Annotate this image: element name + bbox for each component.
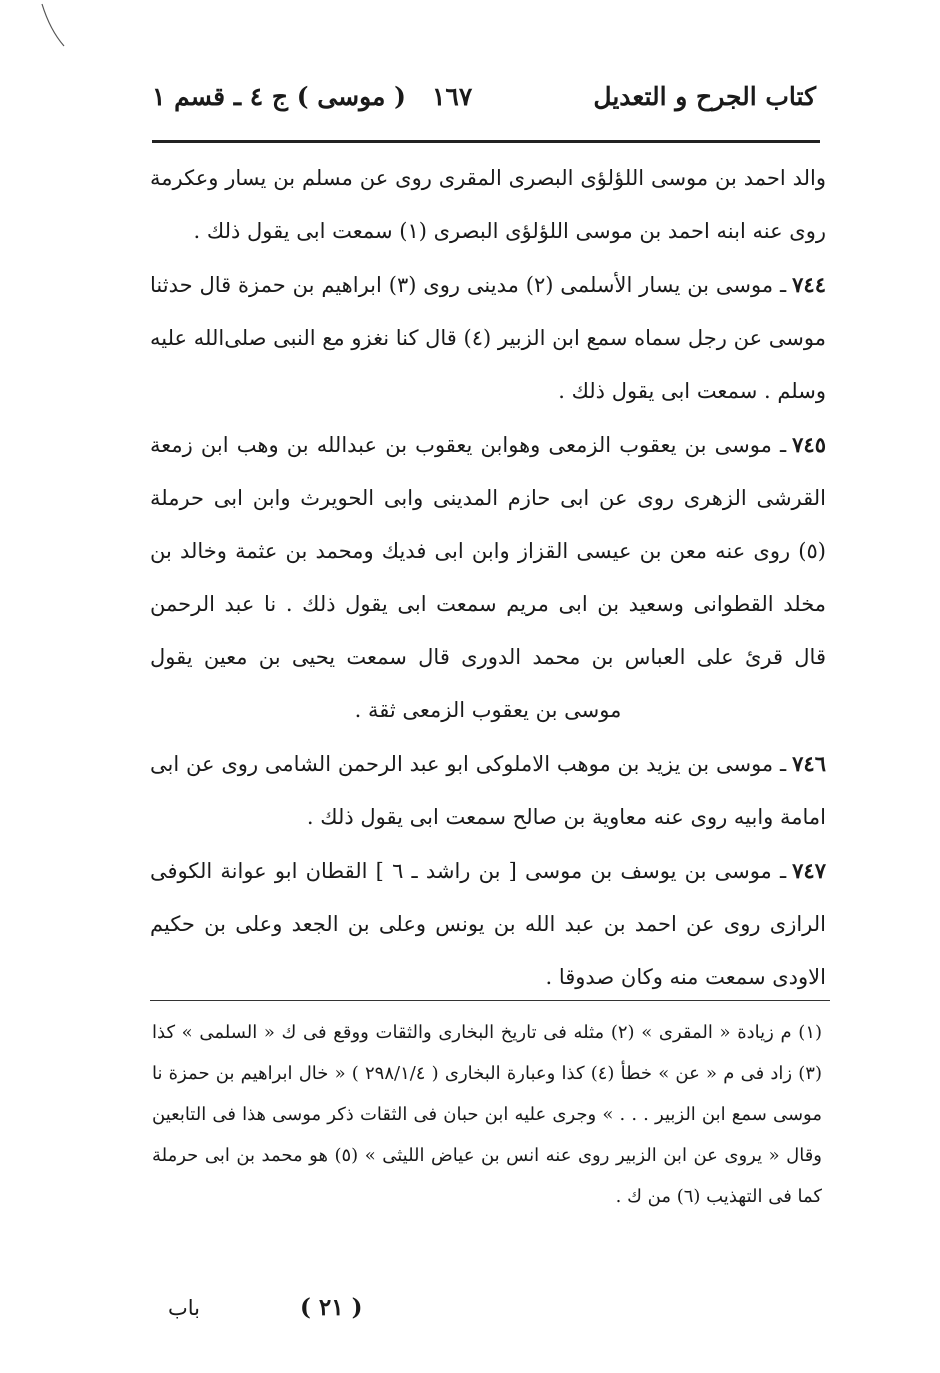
volume-part: ( موسى ) ج ٤ ـ قسم ١ [152, 82, 406, 111]
entry-text: ـ موسى بن يزيد بن موهب الاملوكى ابو عبد الرحمن الشامى روى عن ابى امامة وابيه روى عنه معاوية بن صالح سمعت ابى يقول ذلك . [150, 752, 826, 829]
entry-text: ـ موسى بن يعقوب الزمعى وهوابن يعقوب بن عبدالله بن وهب ابن زمعة القرشى الزهرى روى عن ابى حازم المدينى وابى الحويرث وابن ابى حرملة (٥) روى عنه معن بن عيسى القزاز وابن ابى فديك ومحمد بن عثمة وخالد بن مخلد القطوانى وسعيد بن ابى مريم سمعت ابى يقول ذلك . نا عبد الرحمن قال قرئ على العباس بن محمد الدورى قال سمعت يحيى بن معين يقول موسى بن يعقوب الزمعى ثقة . [150, 433, 826, 722]
entry-text: والد احمد بن موسى اللؤلؤى البصرى المقرى روى عن مسلم بن يسار وعكرمة روى عنه ابنه احمد بن موسى اللؤلؤى البصرى (١) سمعت ابى يقول ذلك . [150, 166, 826, 243]
footnotes [152, 1012, 822, 1217]
header-rule [152, 140, 820, 143]
entry-text: ـ موسى بن يسار الأسلمى (٢) مدينى روى (٣) ابراهيم بن حمزة قال حدثنا موسى عن رجل سماه سمع ابن الزبير (٤) قال كنا نغزو مع النبى صلى‌الله عليه وسلم . سمعت ابى يقول ذلك . [150, 273, 827, 403]
book-title: كتاب الجرح و التعديل [593, 82, 816, 111]
entry-number: ٧٤٧ [792, 858, 826, 883]
entry-746 [150, 737, 826, 844]
entry-745 [150, 418, 826, 737]
entry-number: ٧٤٥ [792, 432, 826, 457]
entry-text: ـ موسى بن يوسف بن موسى [ بن راشد ـ ٦ ] القطان ابو عوانة الكوفى الرازى روى عن احمد بن عبد الله بن يونس وعلى بن الجعد وعلى بن حكيم الاودى سمعت منه وكان صدوقا . [150, 859, 826, 989]
footnote-rule [150, 1000, 830, 1001]
biography-entries [150, 152, 826, 1004]
running-header [152, 82, 820, 132]
entry-744 [150, 258, 826, 418]
page-edge-mark [20, 0, 80, 60]
page-number: ١٦٧ [432, 82, 473, 111]
entry-747 [150, 844, 826, 1004]
entry-continuation [150, 152, 826, 258]
entry-number: ٧٤٦ [792, 751, 826, 776]
entry-number: ٧٤٤ [792, 272, 826, 297]
sheet-number: ( ٢١ ) [300, 1294, 363, 1321]
catchword: باب [168, 1296, 201, 1320]
footnote-text: (١) م زيادة « المقرى » (٢) مثله فى تاريخ البخارى والثقات ووقع فى ك « السلمى » كذا (٣) زاد فى م « عن » خطأ (٤) كذا وعبارة البخارى ( ٢٩٨/١/٤ ) « خال ابراهيم بن حمزة نا موسى سمع ابن الزبير . . . » وجرى عليه ابن حبان فى الثقات ذكر موسى هذا فى التابعين وقال « يروى عن ابن الزبير روى عنه انس بن عياض الليثى » (٥) هو محمد بن ابى حرملة كما فى التهذيب (٦) من ك . [152, 1022, 823, 1207]
